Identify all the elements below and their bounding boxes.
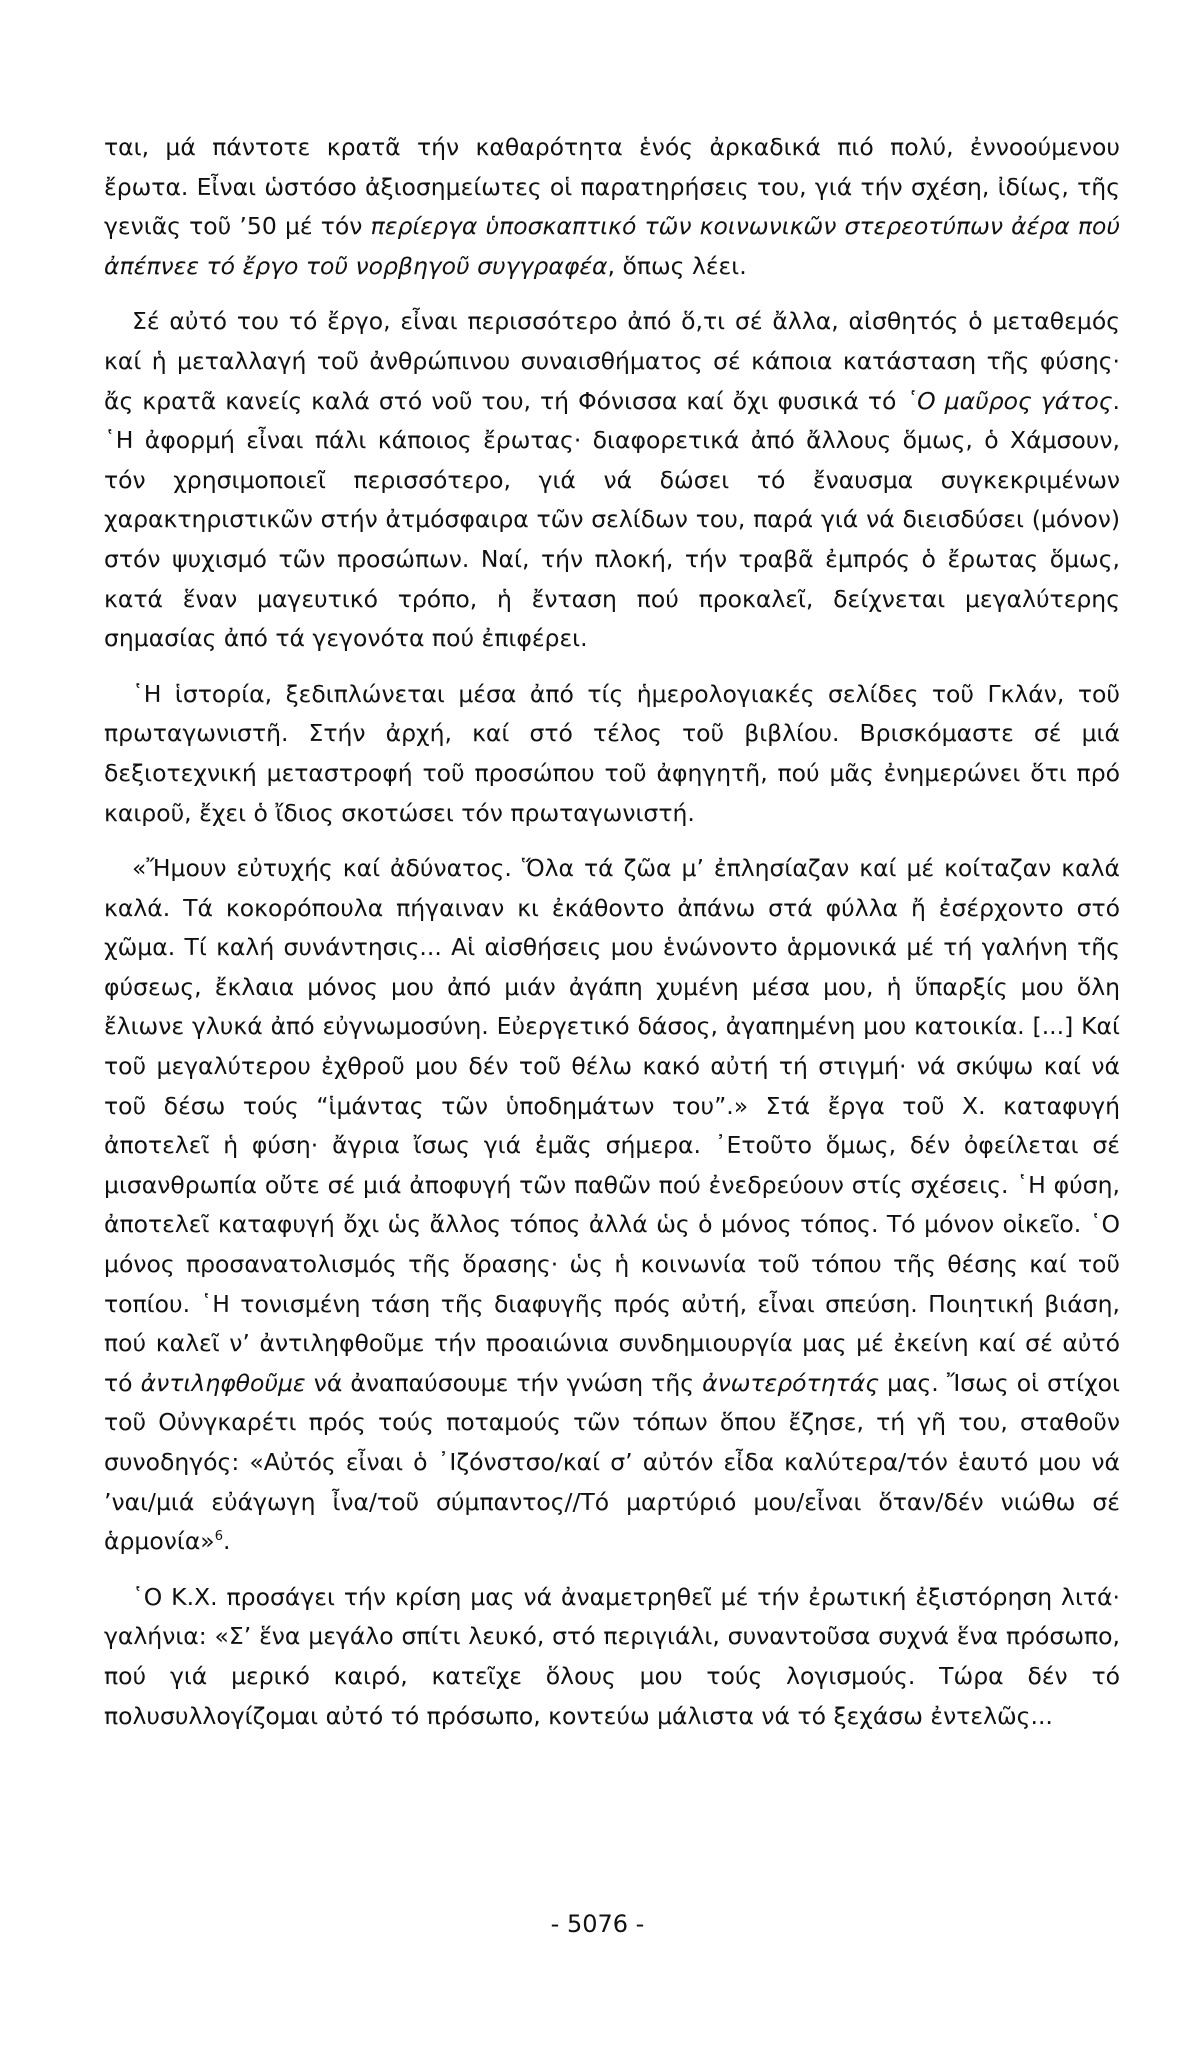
text-segment: ῾Η ἱστορία, ξεδιπλώνεται μέσα ἀπό τίς ἡμερολογιακές σελίδες τοῦ Γκλάν, τοῦ πρωταγωνιστῆ. Στήν ἀρχή, καί στό τέλος τοῦ βιβλίου. Βρισκόμαστε σέ μιά δεξιοτεχνική μεταστροφή τοῦ προσώπου τοῦ ἀφηγητῆ, πού μᾶς ἐνημερώνει ὅτι πρό καιροῦ, ἔχει ὁ ἴδιος σκοτώσει τόν πρωταγωνιστή. [104, 679, 1120, 827]
text-segment: . ῾Η ἀφορμή εἶναι πάλι κάποιος ἔρωτας· διαφορετικά ἀπό ἄλλους ὅμως, ὁ Χάμσουν, τόν χρησιμοποιεῖ περισσότερο, γιά νά δώσει τό ἔναυσμα συγκεκριμένων χαρακτηριστικῶν στήν ἀτμόσφαιρα τῶν σελίδων του, παρά γιά νά διεισδύσει (μόνον) στόν ψυχισμό τῶν προσώπων. Ναί, τήν πλοκή, τήν τραβᾶ ἐμπρός ὁ ἔρωτας ὅμως, κατά ἕναν μαγευτικό τρόπο, ἡ ἔνταση πού προκαλεῖ, δείχνεται μεγαλύτερης σημασίας ἀπό τά γεγονότα πού ἐπιφέρει. [104, 386, 1121, 653]
paragraph-1 [104, 128, 1120, 286]
footnote-marker: 6 [214, 1529, 223, 1545]
italic-segment: ῾Ο μαῦρος γάτος [905, 386, 1113, 415]
italic-segment: περίεργα ὑποσκαπτικό τῶν κοινωνικῶν στερεοτύπων ἀέρα πού ἀπέπνεε τό ἔργο τοῦ νορβηγοῦ συγγραφέα [104, 212, 1121, 280]
paragraph-5 [104, 1578, 1120, 1736]
text-segment: ται, μά πάντοτε κρατᾶ τήν καθαρότητα ἑνός ἀρκαδικά πιό πολύ, ἐννοούμενου ἔρωτα. Εἶναι ὡστόσο ἀξιοσημείωτες οἱ παρατηρήσεις του, γιά τήν σχέση, ἰδίως, τῆς γενιᾶς τοῦ ’50 μέ τόν [104, 133, 1120, 241]
text-segment: νά ἀναπαύσουμε τήν γνώση τῆς [305, 1368, 703, 1397]
text-segment: Σέ αὐτό του τό ἔργο, εἶναι περισσότερο ἀπό ὅ,τι σέ ἄλλα, αἰσθητός ὁ μεταθεμός καί ἡ μεταλλαγή τοῦ ἀνθρώπινου συναισθήματος σέ κάποια κατάσταση τῆς φύσης· ἄς κρατᾶ κανείς καλά στό νοῦ του, τή Φόνισσα καί ὄχι φυσικά τό [104, 307, 1120, 415]
text-segment: «Ἤμουν εὐτυχής καί ἀδύνατος. Ὅλα τά ζῶα μ’ ἐπλησίαζαν καί μέ κοίταζαν καλά καλά. Τά κοκορόπουλα πήγαιναν κι ἐκάθοντο ἀπάνω στά φύλλα ἤ ἐσέρχοντο στό χῶμα. Τί καλή συνάντησις... Αἱ αἰσθήσεις μου ἑνώνοντο ἁρμονικά μέ τή γαλήνη τῆς φύσεως, ἔκλαια μόνος μου ἀπό μιάν ἀγάπη χυμένη μέσα μου, ἡ ὕπαρξίς μου ὅλη ἔλιωνε γλυκά ἀπό εὐγνωμοσύνη. Εὐεργετικό δάσος, ἀγαπημένη μου κατοικία. [...] Καί τοῦ μεγαλύτερου ἐχθροῦ μου δέν τοῦ θέλω κακό αὐτή τή στιγμή· νά σκύψω καί νά τοῦ δέσω τούς “ἱμάντας τῶν ὑποδημάτων του”.» Στά ἔργα τοῦ Χ. καταφυγή ἀποτελεῖ ἡ φύση· ἄγρια ἴσως γιά ἐμᾶς σήμερα. ᾿Ετοῦτο ὅμως, δέν ὀφείλεται σέ μισανθρωπία οὔτε σέ μιά ἀποφυγή τῶν παθῶν πού ἐνεδρεύουν στίς σχέσεις. ῾Η φύση, ἀποτελεῖ καταφυγή ὄχι ὡς ἄλλος τόπος ἀλλά ὡς ὁ μόνος τόπος. Τό μόνον οἰκεῖο. ῾Ο μόνος προσανατολισμός τῆς ὅρασης· ὡς ἡ κοινωνία τοῦ τόπου τῆς θέσης καί τοῦ τοπίου. ῾Η τονισμένη τάση τῆς διαφυγῆς πρός αὐτή, εἶναι σπεύση. Ποιητική βιάση, πού καλεῖ ν’ ἀντιληφθοῦμε τήν προαιώνια συνδημιουργία μας μέ ἐκείνη καί σέ αὐτό τό [104, 854, 1120, 1397]
italic-segment: ἀνωτερότητάς [702, 1368, 879, 1397]
text-segment: μας. Ἴσως οἱ στίχοι τοῦ Οὐνγκαρέτι πρός τούς ποταμούς τῶν τόπων ὅπου ἔζησε, τή γῆ του, σταθοῦν συνοδηγός: «Αὐτός εἶναι ὁ ᾿Ιζόνστσο/καί σ’ αὐτόν εἶδα καλύτερα/τόν ἑαυτό μου νά ’ναι/μιά εὐάγωγη ἶνα/τοῦ σύμπαντος//Τό μαρτύριό μου/εἶναι ὅταν/δέν νιώθω σέ ἁρμονία» [104, 1368, 1120, 1556]
page-number: - 5076 - [550, 1910, 645, 1938]
italic-segment: ἀντιληφθοῦμε [140, 1368, 306, 1397]
text-segment: , ὅπως λέει. [607, 251, 747, 280]
text-segment: ῾Ο Κ.Χ. προσάγει τήν κρίση μας νά ἀναμετρηθεῖ μέ τήν ἐρωτική ἐξιστόρηση λιτά· γαλήνια: «Σ’ ἕνα μεγάλο σπίτι λευκό, στό περιγιάλι, συναντοῦσα συχνά ἕνα πρόσωπο, πού γιά μερικό καιρό, κατεῖχε ὅλους μου τούς λογισμούς. Τώρα δέν τό πολυσυλλογίζομαι αὐτό τό πρόσωπο, κοντεύω μάλιστα νά τό ξεχάσω ἐντελῶς... [104, 1582, 1120, 1730]
text-segment: . [222, 1527, 231, 1556]
paragraph-2 [104, 302, 1120, 658]
paragraph-4 [104, 849, 1120, 1562]
document-body [104, 128, 1120, 1752]
paragraph-3 [104, 675, 1120, 833]
